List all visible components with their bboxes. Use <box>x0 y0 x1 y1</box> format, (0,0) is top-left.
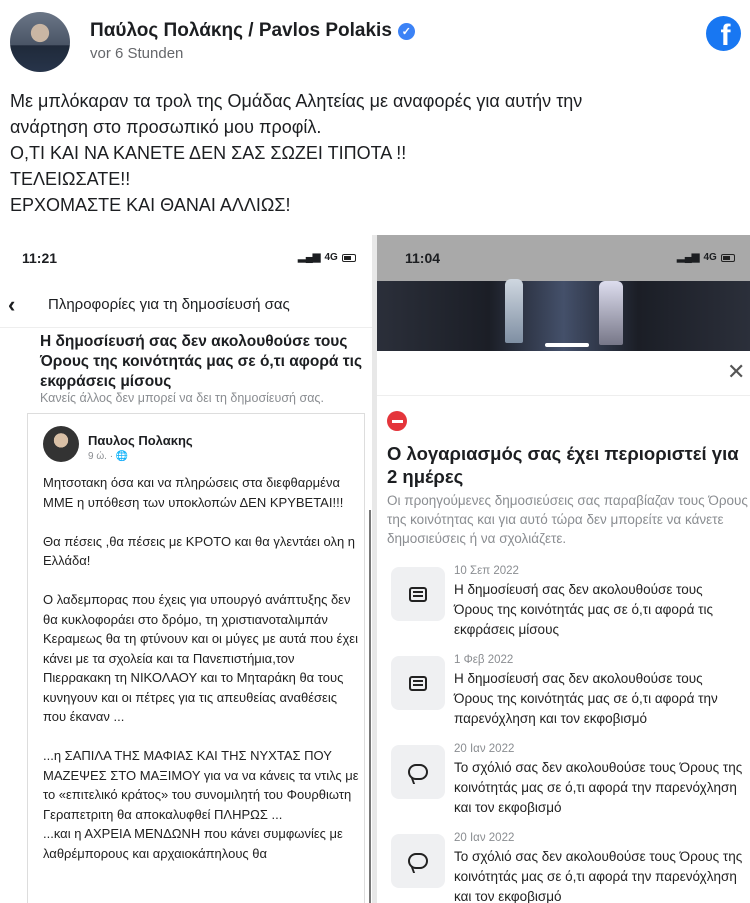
post-line: Ο,ΤΙ ΚΑΙ ΝΑ ΚΑΝΕΤΕ ΔΕΝ ΣΑΣ ΣΩΖΕΙ ΤΙΠΟΤΑ !! <box>10 143 407 163</box>
card-meta: 9 ώ. · 🌐 <box>88 451 129 462</box>
signal-icon: ▂▄▆ <box>298 252 321 263</box>
post-time: vor 6 Stunden <box>90 45 184 62</box>
removed-post-card <box>27 413 365 903</box>
close-icon[interactable]: ✕ <box>727 359 746 384</box>
violation-item[interactable] <box>391 743 746 833</box>
screenshot-post-info <box>0 235 372 903</box>
status-icons <box>298 252 356 263</box>
violation-item[interactable] <box>391 565 746 655</box>
post-icon <box>391 567 445 621</box>
post-line: ανάρτηση στο προσωπικό μου προφίλ. <box>10 117 322 137</box>
author-avatar[interactable] <box>10 12 70 72</box>
comment-icon <box>391 834 445 888</box>
battery-icon <box>342 254 356 262</box>
status-bar <box>377 235 750 281</box>
card-paragraph: Ο λαδεμπορας που έχεις για υπουργό ανάπτυξης δεν θα κυκλοφοράει στο δρόμο, τη χριστιανοταλιμπάν Κεραμεως θα τη φτύνουν και οι μύγες με αυτά που έχει κάνει με τα σχολεία και τα Πανεπιστήμια,τον Πιερρακακη τη ΝΙΚΟΛΑΟΥ και το Μηταράκη θα τους κυνηγουν και οι πέτρες για τις απευθείας αναθέσεις που έκαναν ... <box>43 592 358 724</box>
network-label: 4G <box>703 252 717 263</box>
card-paragraph: Μητσοτακη όσα και να πληρώσεις στα διεφθαρμένα ΜΜΕ η υπόθεση των υποκλοπών ΔΕΝ ΚΡΥΒΕΤΑΙ!!! <box>43 475 344 510</box>
violation-heading: Η δημοσίευσή σας δεν ακολουθούσε τους Όρους της κοινότητάς μας σε ό,τι αφορά τις εκφράσεις μίσους <box>40 333 363 390</box>
card-paragraph: ...η ΣΑΠΙΛΑ ΤΗΣ ΜΑΦΙΑΣ ΚΑΙ ΤΗΣ ΝΥΧΤΑΣ ΠΟΥ ΜΑΖΕΨΕΣ ΣΤΟ ΜΑΞΙΜΟΥ για να να κάνεις τα ντιλς με το «επιτελικό κράτος» του συνομιλητή του Φουρθιωτη Γεραπετριτη θα αποκαλυφθεί ΠΛΗΡΩΣ ... <box>43 748 359 822</box>
violation-date: 1 Φεβ 2022 <box>454 654 514 666</box>
scrollbar[interactable] <box>369 510 371 903</box>
verified-badge-icon: ✓ <box>398 23 415 40</box>
violation-date: 20 Ιαν 2022 <box>454 832 515 844</box>
network-label: 4G <box>324 252 338 263</box>
status-icons <box>677 252 735 263</box>
background-photo <box>377 281 750 351</box>
sheet-handle[interactable] <box>545 343 589 347</box>
card-body <box>43 473 363 883</box>
post-body <box>10 88 582 218</box>
post-line: ΤΕΛΕΙΩΣΑΤΕ!! <box>10 169 131 189</box>
card-paragraph: ...και η ΑΧΡΕΙΑ ΜΕΝΔΩΝΗ που κάνει συμφωνίες με λαθρέμπορους και αρχαιοκάπηλους θα <box>43 826 343 861</box>
card-paragraph: Θα πέσεις ,θα πέσεις με ΚΡΟΤΟ και θα γλεντάει ολη η Ελλάδα! <box>43 533 356 568</box>
separator <box>377 395 750 396</box>
post-line: Με μπλόκαραν τα τρολ της Ομάδας Αλητείας με αναφορές για αυτήν την <box>10 91 583 111</box>
restriction-description: Οι προηγούμενες δημοσιεύσεις σας παραβίαζαν τους Όρους της κοινότητας και για αυτό τώρα δεν μπορείτε να κάνετε δημοσιεύσεις ή να σχολιάζετε. <box>387 493 748 546</box>
violation-text: Η δημοσίευσή σας δεν ακολουθούσε τους Όρους της κοινότητάς μας σε ό,τι αφορά την παρενόχληση και τον εκφοβισμό <box>454 671 718 726</box>
stop-icon <box>387 411 407 431</box>
comment-icon <box>391 745 445 799</box>
nav-bar <box>0 290 372 328</box>
author-name[interactable]: Παύλος Πολάκης / Pavlos Polakis <box>90 20 392 41</box>
violation-item[interactable] <box>391 654 746 744</box>
battery-icon <box>721 254 735 262</box>
violation-text: Το σχόλιό σας δεν ακολουθούσε τους Όρους της κοινότητάς μας σε ό,τι αφορά την παρενόχληση και τον εκφοβισμό <box>454 849 743 903</box>
violation-text: Η δημοσίευσή σας δεν ακολουθούσε τους Όρους της κοινότητάς μας σε ό,τι αφορά τις εκφράσεις μίσους <box>454 582 714 637</box>
nav-title: Πληροφορίες για τη δημοσίευσή σας <box>48 296 290 313</box>
author-name-row <box>90 20 415 42</box>
status-time: 11:04 <box>405 250 441 266</box>
post-line: ΕΡΧΟΜΑΣΤΕ ΚΑΙ ΘΑΝΑΙ ΑΛΛΙΩΣ! <box>10 195 291 215</box>
status-time: 11:21 <box>22 250 58 266</box>
violation-subtext: Κανείς άλλος δεν μπορεί να δει τη δημοσίευσή σας. <box>40 391 324 405</box>
violation-date: 10 Σεπ 2022 <box>454 565 519 577</box>
back-chevron-icon[interactable]: ‹ <box>8 292 16 317</box>
violation-date: 20 Ιαν 2022 <box>454 743 515 755</box>
post-icon <box>391 656 445 710</box>
facebook-logo-icon: f <box>706 16 741 51</box>
screenshot-account-restricted <box>377 235 750 903</box>
card-avatar <box>43 426 79 462</box>
violation-item[interactable] <box>391 832 746 903</box>
restriction-title: Ο λογαριασμός σας έχει περιοριστεί για 2 ημέρες <box>387 443 739 487</box>
violation-text: Το σχόλιό σας δεν ακολουθούσε τους Όρους της κοινότητάς μας σε ό,τι αφορά την παρενόχληση και τον εκφοβισμό <box>454 760 743 815</box>
card-author: Παυλος Πολακης <box>88 433 193 448</box>
signal-icon: ▂▄▆ <box>677 252 700 263</box>
restriction-sheet <box>377 351 750 903</box>
